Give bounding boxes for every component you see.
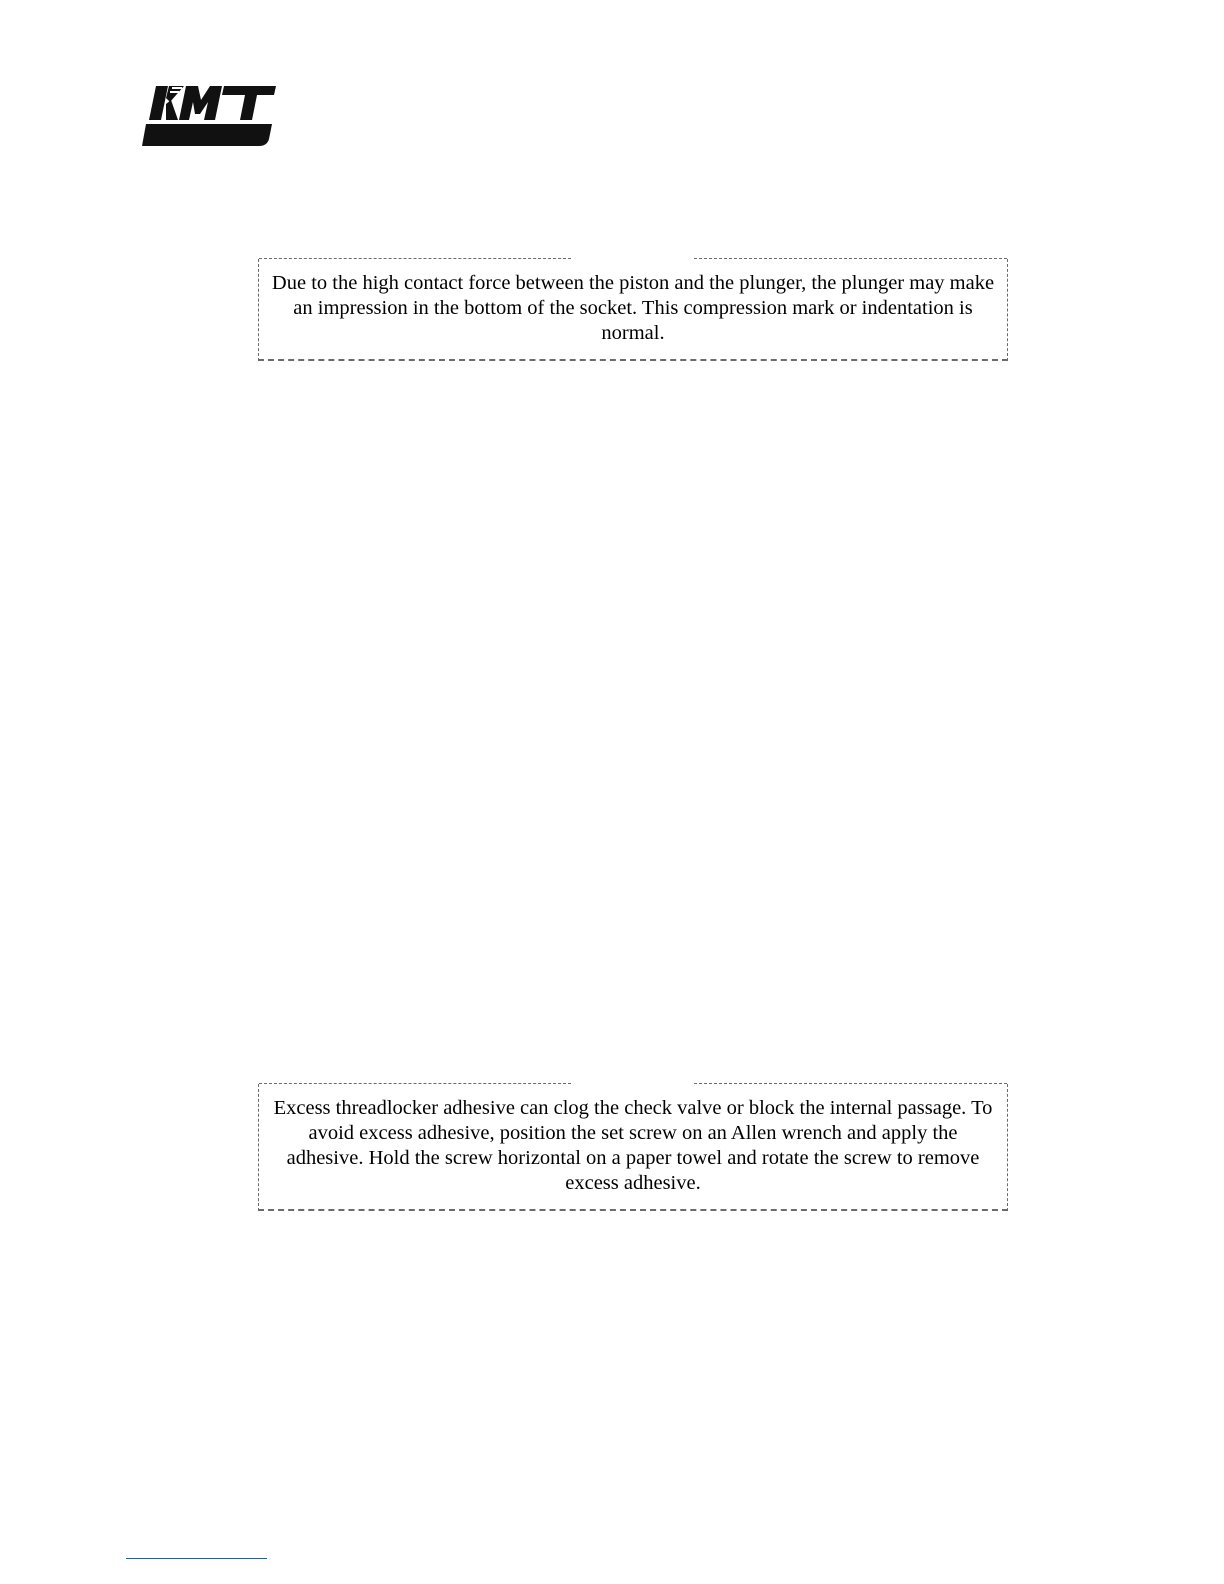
note-box <box>258 1084 1008 1211</box>
note-border-left-segment <box>259 1083 571 1084</box>
note-border-right-segment <box>694 1083 1007 1084</box>
note-border-left-segment <box>259 258 571 259</box>
note-text: Excess threadlocker adhesive can clog the check valve or block the internal passage. To avoid excess adhesive, position the set screw on an Allen wrench and apply the adhesive. Hold the screw horizontal on a paper towel and rotate the screw to remove excess adhesive. <box>273 1097 993 1194</box>
note-text: Due to the high contact force between the piston and the plunger, the plunger may make an impression in the bottom of the socket. This compression mark or indentation is normal. <box>271 272 995 344</box>
kmt-logo <box>142 84 278 148</box>
note-box <box>258 259 1008 361</box>
note-border-right-segment <box>694 258 1007 259</box>
footer-divider <box>126 1558 267 1559</box>
